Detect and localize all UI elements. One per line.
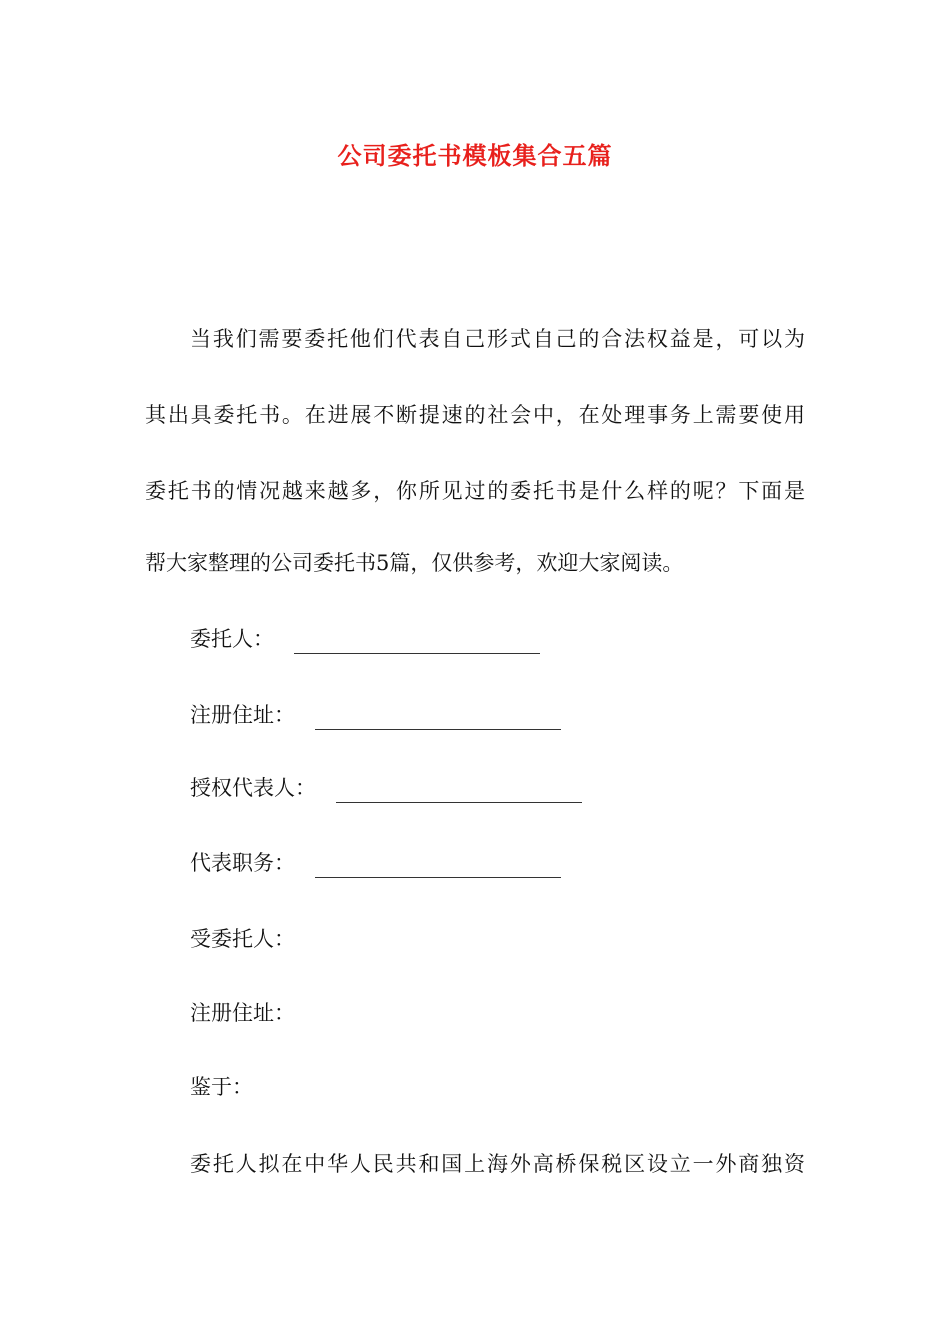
- intro-line-2: 其出具委托书。在进展不断提速的社会中，在处理事务上需要使用: [145, 403, 805, 427]
- principal-blank: [294, 631, 540, 654]
- principal-address-label: 注册住址：: [190, 703, 295, 727]
- document-title: 公司委托书模板集合五篇: [337, 141, 613, 170]
- rep-position-blank: [315, 855, 561, 878]
- principal-field: [190, 624, 540, 654]
- intro-line-3: 委托书的情况越来越多，你所见过的委托书是什么样的呢？下面是: [145, 479, 805, 503]
- authorized-rep-label: 授权代表人：: [190, 776, 316, 800]
- body-line: 委托人拟在中华人民共和国上海外高桥保税区设立一外商独资: [190, 1152, 805, 1176]
- principal-address-blank: [315, 707, 561, 730]
- intro-line-1: 当我们需要委托他们代表自己形式自己的合法权益是，可以为: [190, 327, 805, 351]
- agent-address-label: 注册住址：: [190, 1001, 295, 1025]
- principal-address-field: [190, 700, 561, 730]
- authorized-rep-field: [190, 773, 582, 803]
- whereas-label: 鉴于：: [190, 1075, 253, 1099]
- authorized-rep-blank: [336, 780, 582, 803]
- principal-label: 委托人：: [190, 627, 274, 651]
- rep-position-label: 代表职务：: [190, 851, 295, 875]
- agent-label: 受委托人：: [190, 927, 295, 951]
- rep-position-field: [190, 848, 561, 878]
- intro-line-4: 帮大家整理的公司委托书5篇，仅供参考，欢迎大家阅读。: [145, 551, 684, 575]
